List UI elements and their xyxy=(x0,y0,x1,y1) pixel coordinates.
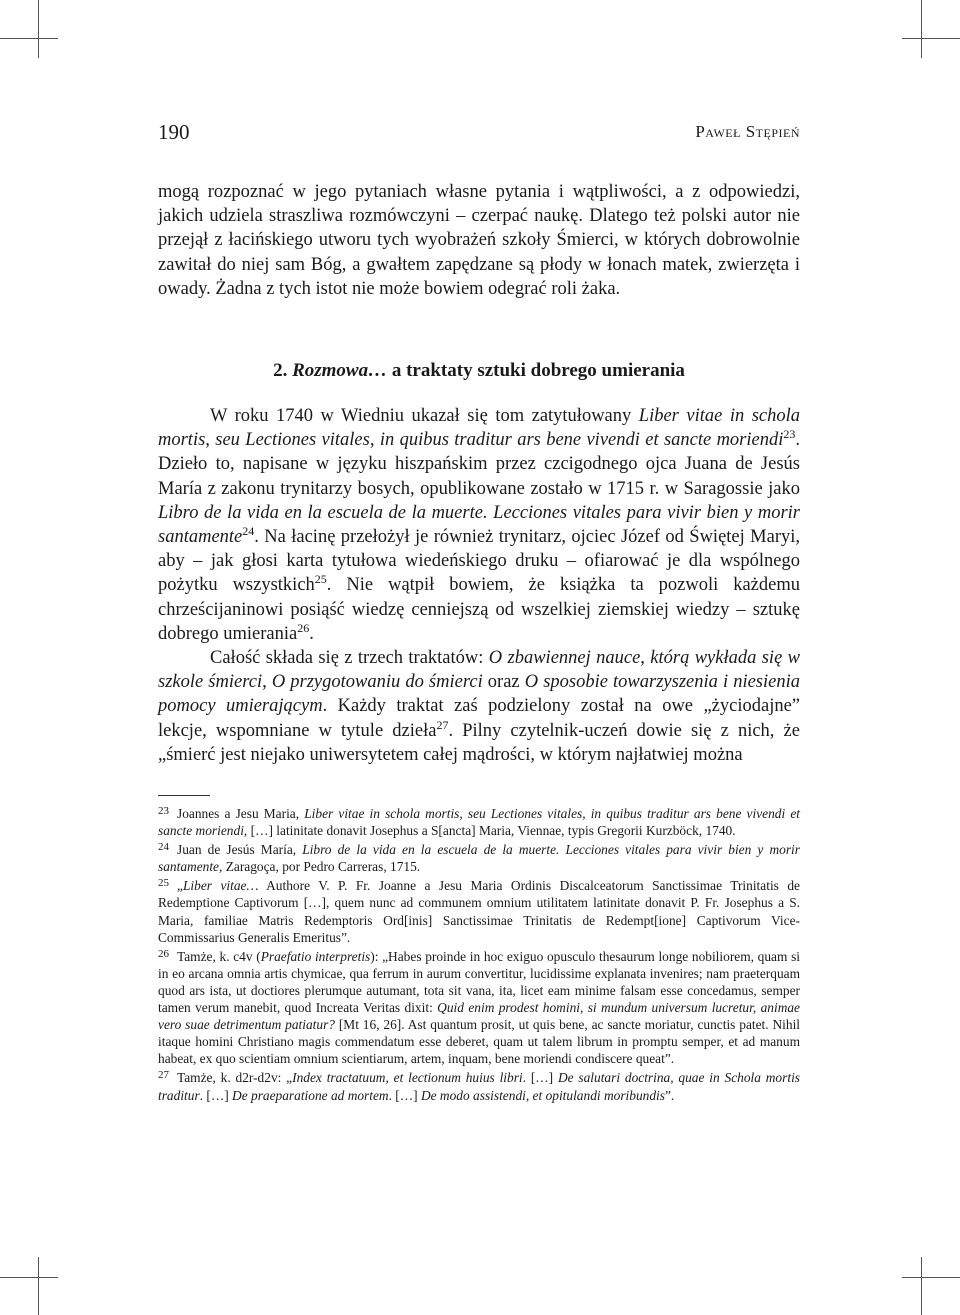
crop-mark xyxy=(38,1257,39,1315)
title-italic: Liber vitae… xyxy=(182,878,259,894)
crop-mark xyxy=(0,1277,58,1278)
title-italic: Liber vitae in schola mortis, seu Lectiones vitales, in quibus traditur ars bene vivendi et sancte moriendi xyxy=(158,806,800,839)
footnote-number: 27 xyxy=(158,1069,169,1082)
footnote-25 xyxy=(158,875,800,945)
crop-mark xyxy=(0,38,58,39)
footnote-23 xyxy=(158,803,800,839)
running-head-author: Paweł Stępień xyxy=(695,122,800,141)
text-run: „ xyxy=(177,878,183,894)
crop-mark xyxy=(902,38,960,39)
title-italic: De salutari doctrina, quae in Schola mortis traditur xyxy=(158,1070,800,1103)
text-run: . […] xyxy=(199,1087,233,1103)
intro-text: mogą rozpoznać w jego pytaniach własne pytania i wątpliwości, a z odpowiedzi, jakich udziela straszliwa rozmówczyni – czerpać naukę. Dlatego też polski autor nie przejął z łacińskiego utworu tych wyobrażeń szkoły Śmierci, w których dobrowolnie zawitał do niej sam Bóg, a gwałtem zapędzane są płody w łonach matek, zwierzęta i owady. Żadna z tych istot nie może bowiem odegrać roli żaka. xyxy=(158,182,800,299)
text-run: . xyxy=(309,623,314,644)
footnote-number: 25 xyxy=(158,877,169,890)
section-number: 2. xyxy=(273,360,293,381)
text-run: ”. xyxy=(664,1087,675,1103)
footnote-number: 23 xyxy=(158,805,169,817)
title-italic: Libro de la vida en la escuela de la muerte. Lecciones vitales para vivir bien y morir santamente xyxy=(158,842,800,875)
text-run: Tamże, k. c4v ( xyxy=(177,948,261,964)
page-header xyxy=(158,120,800,150)
footnote-number: 24 xyxy=(158,841,169,854)
crop-mark xyxy=(902,1277,960,1278)
title-italic: O przygotowaniu do śmierci xyxy=(271,672,483,693)
text-run: ): „Habes proinde in hoc exiguo opusculo thesaurum longe nobiliorem, quam si in eo arcana omnia artis chymicae, qua ferrum in aurum convertitur, lucidissime explanata invenires; nam praeterquam quod ars ista, ut doctiores plerumque autumant, tota sit vana, ita, licet eam minime falsam esse concedamus, semper tamen verum manebit, quod Increata Veritas dixit: xyxy=(158,948,801,1016)
title-italic: O sposobie towarzyszenia i niesienia pomocy umierającym xyxy=(158,672,801,717)
paragraph-1 xyxy=(158,404,800,646)
text-run: . Każdy traktat zaś podzielony został na owe „życiodajne” lekcje, wspomniane w tytule dzieła xyxy=(158,696,800,741)
section-heading xyxy=(158,360,800,382)
text-run: , Zaragoça, por Pedro Carreras, 1715. xyxy=(219,859,421,875)
crop-mark xyxy=(921,0,922,58)
quote-italic: Quid enim prodest homini, si mundum universum lucretur, animae vero suae detrimentum patiatur? xyxy=(158,1000,800,1033)
text-run: Joannes a Jesu Maria, xyxy=(177,806,305,821)
title-italic: Liber vitae in schola mortis, seu Lectiones vitales, in quibus traditur ars bene vivendi et sancte moriendi xyxy=(158,406,801,451)
footnote-separator xyxy=(158,795,210,796)
footnote-number: 26 xyxy=(158,947,169,960)
main-text xyxy=(158,404,800,767)
text-run: . […] xyxy=(388,1087,421,1103)
section-title-italic: Rozmowa… xyxy=(292,360,388,381)
footnote-ref-26[interactable]: 26 xyxy=(297,620,310,635)
text-run: . Pilny czytelnik-uczeń dowie się z nich, że „śmierć jest niejako uniwersytetem całej mądrości, w którym najłatwiej można xyxy=(158,720,800,765)
footnote-27 xyxy=(158,1067,800,1103)
text-run: . Dzieło to, napisane w języku hiszpańskim przez czcigodnego ojca Juana de Jesús María z zakonu trynitarzy bosych, opublikowane zostało w 1715 r. w Saragossie jako xyxy=(158,430,800,499)
text-run: Juan de Jesús María, xyxy=(177,842,303,858)
title-italic: Praefatio interpretis xyxy=(260,948,371,964)
text-run: [Mt 16, 26]. Ast quantum prosit, ut quis bene, ac sancte moriatur, cunctis patet. Nihil itaque homini Christiano magis commendatum esse deberet, quam ut talem librum in promptu semper, et ad manum habeat, ex quo scientiam omnium scientiarum, artem, inquam, bene moriendi condiscere queat”. xyxy=(158,1017,801,1067)
footnote-ref-25[interactable]: 25 xyxy=(314,572,327,587)
title-italic: De modo assistendi, et opitulandi moribundis xyxy=(420,1087,665,1103)
text-run: oraz xyxy=(482,672,525,693)
paragraph-2 xyxy=(158,646,800,767)
text-run: Tamże, k. d2r-d2v: „ xyxy=(177,1070,293,1086)
crop-mark xyxy=(921,1257,922,1315)
title-italic: De praeparatione ad mortem xyxy=(232,1087,389,1103)
text-run: . […] xyxy=(522,1070,558,1086)
footnote-24 xyxy=(158,839,800,875)
text-run: , xyxy=(262,672,272,693)
crop-mark xyxy=(38,0,39,58)
text-run: . Na łacinę przełożył je również trynitarz, ojciec Józef od Świętej Maryi, aby – jak głosi karta tytułowa wiedeńskiego druku – ofiarować je dla wspólnego pożytku wszystkich xyxy=(158,527,800,596)
section-title-rest: a traktaty sztuki dobrego umierania xyxy=(387,360,685,381)
text-run: Całość składa się z trzech traktatów: xyxy=(210,648,489,669)
footnote-ref-24[interactable]: 24 xyxy=(242,523,255,538)
title-italic: Libro de la vida en la escuela de la muerte. Lecciones vitales para vivir bien y morir santamente xyxy=(158,502,800,548)
intro-paragraph xyxy=(158,180,800,301)
footnote-26 xyxy=(158,946,800,1068)
footnote-ref-23[interactable]: 23 xyxy=(783,427,796,442)
text-run: , […] latinitate donavit Josephus a S[ancta] Maria, Viennae, typis Gregorii Kurzböck, 1740. xyxy=(243,823,736,839)
page-number: 190 xyxy=(158,120,190,144)
text-run: . Nie wątpił bowiem, że książka ta pozwoli każdemu chrześcijaninowi posiąść wiedzę cenniejszą od wszelkiej ziemskiej wiedzy – sztukę dobrego umierania xyxy=(158,575,800,644)
title-italic: O zbawiennej nauce, którą wykłada się w szkole śmierci xyxy=(158,648,800,693)
footnote-ref-27[interactable]: 27 xyxy=(436,717,449,732)
footnotes xyxy=(158,803,800,1104)
title-italic: Index tractatuum, et lectionum huius libri xyxy=(292,1070,523,1086)
text-run: W roku 1740 w Wiedniu ukazał się tom zatytułowany xyxy=(210,406,639,426)
text-run: Authore V. P. Fr. Joanne a Jesu Maria Ordinis Discalceatorum Sanctissimae Trinitatis de Redemptione Captivorum […], quem nunc ad communem omnium utilitatem latinitate donavit P. Fr. Josephus a S. Maria, familiae Matris Redemptoris Ord[inis] Sanctissimae Trinitatis de Redempt[ione] Captivorum Vice-Commissarius Generalis Emeritus”. xyxy=(158,878,800,945)
